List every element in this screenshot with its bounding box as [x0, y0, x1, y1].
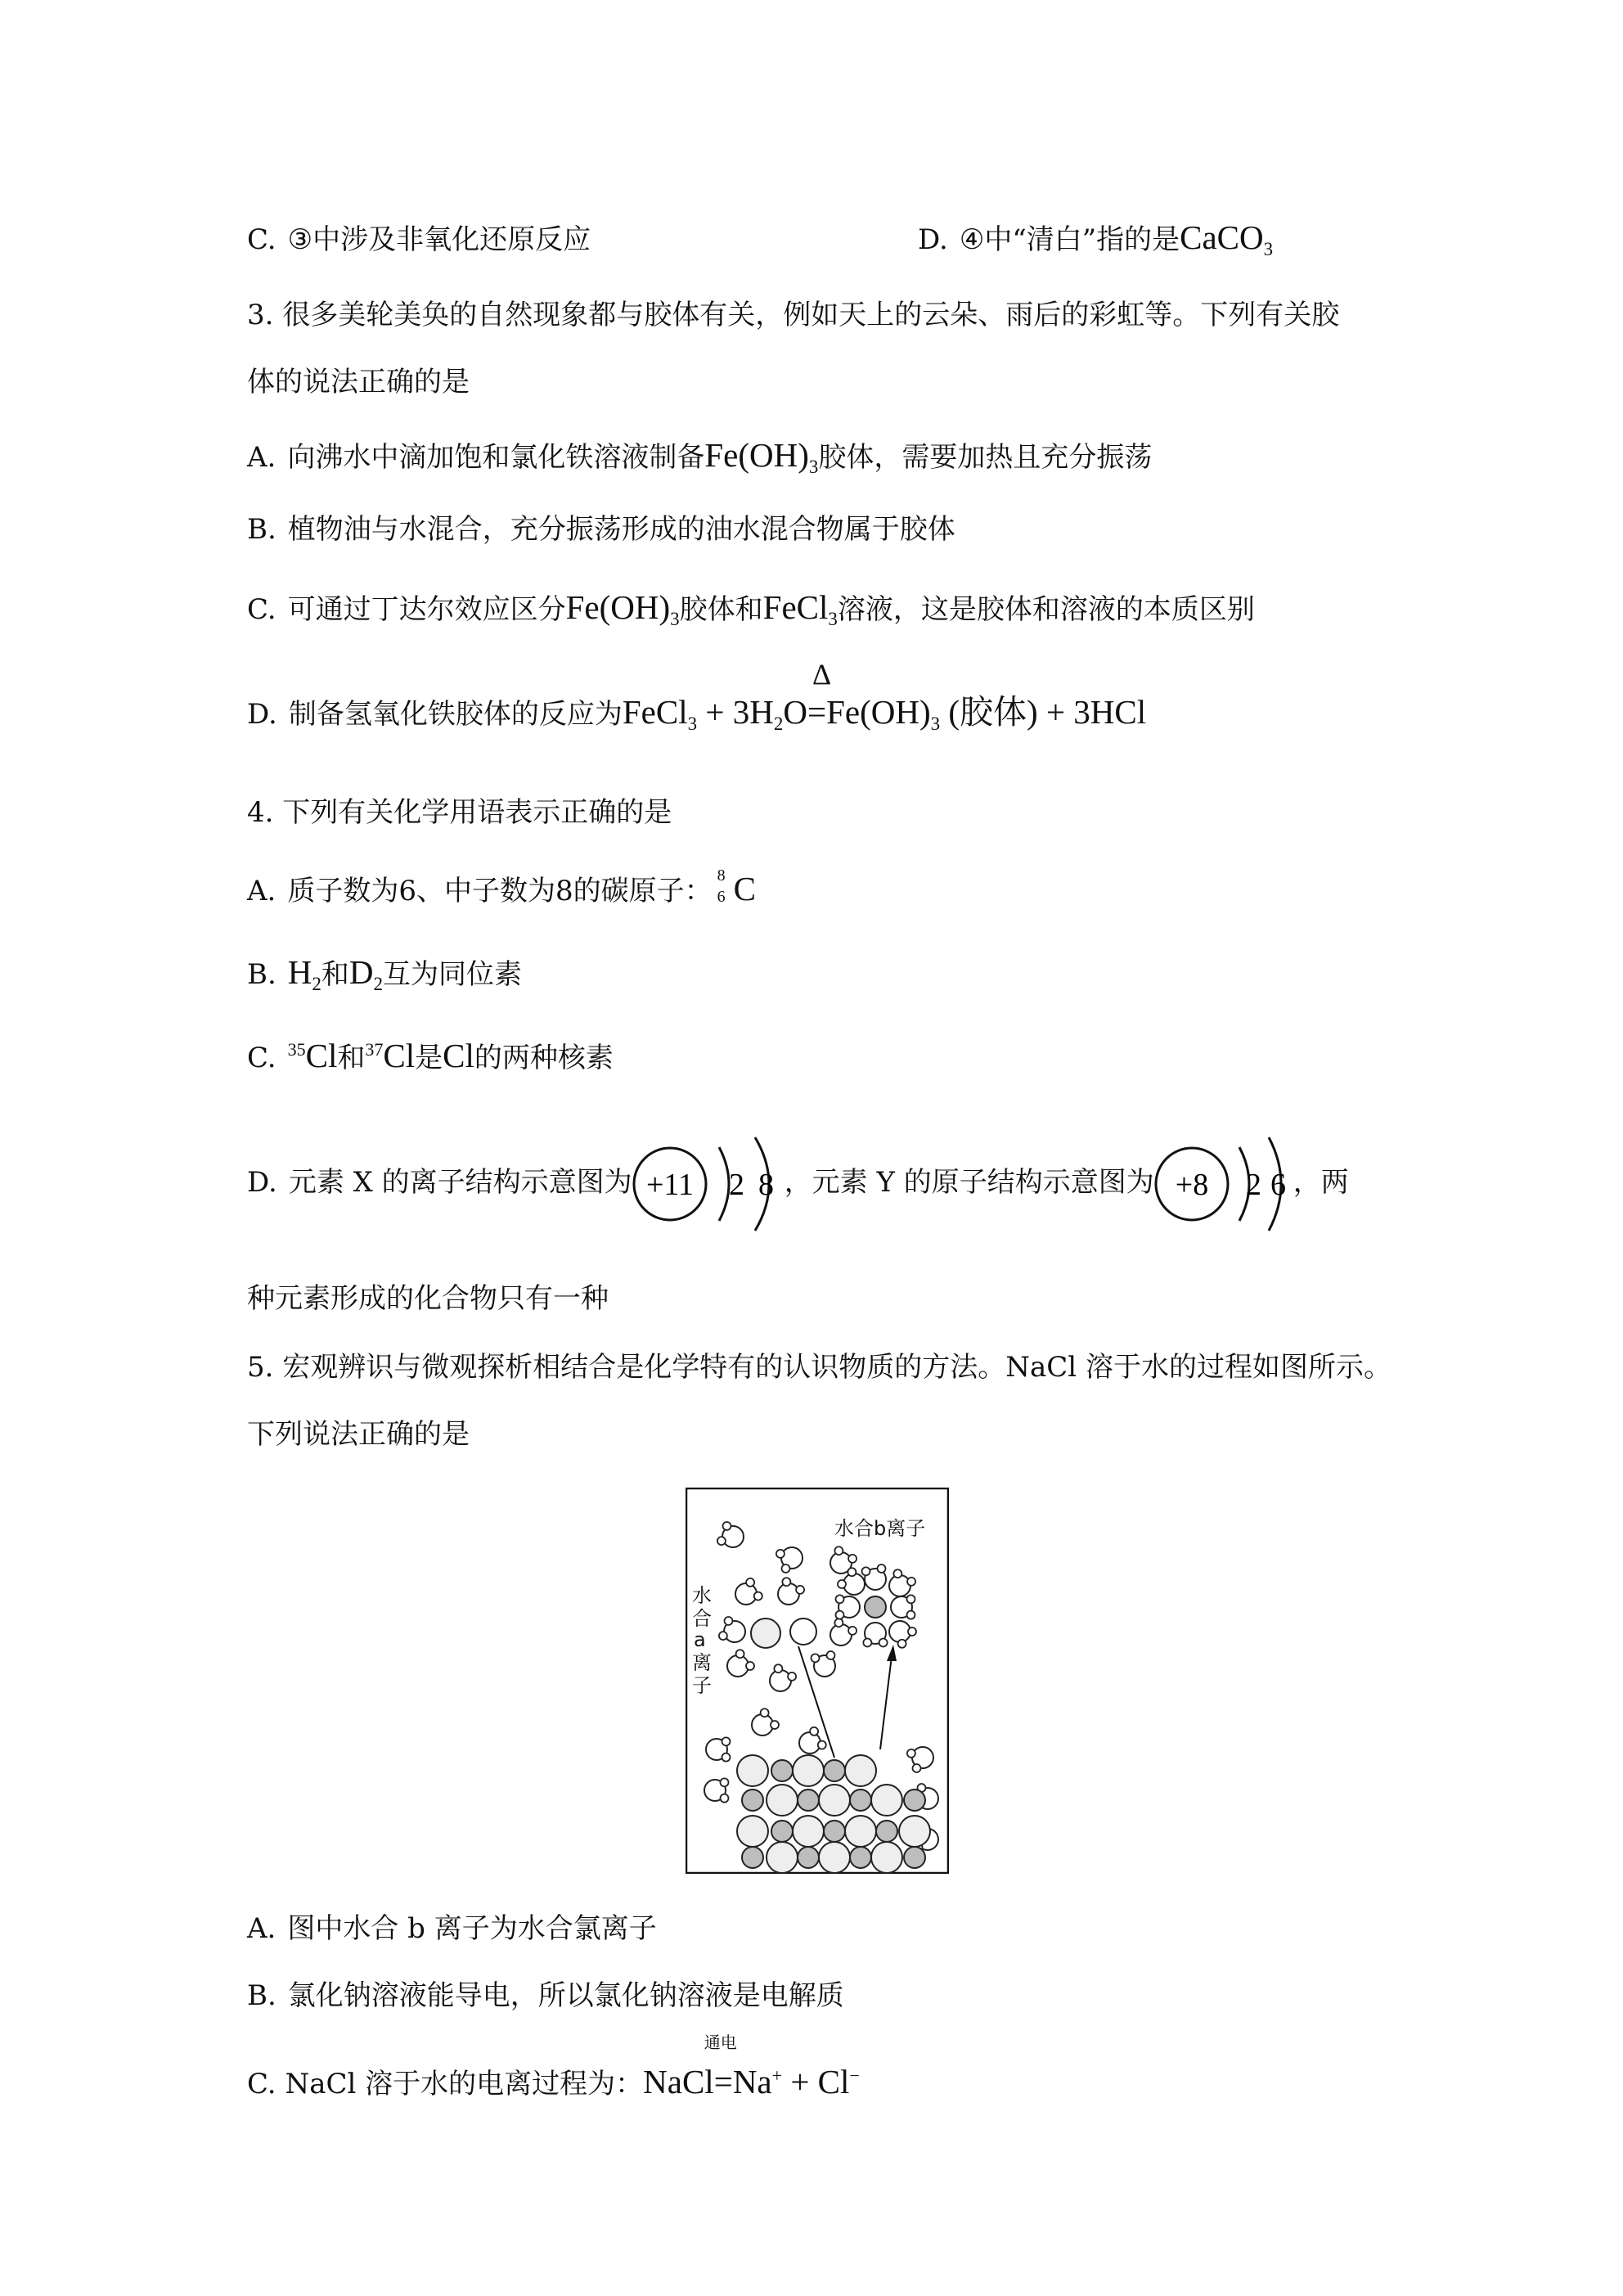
- heat-symbol: Δ: [812, 658, 832, 691]
- chloride-ion: [845, 1816, 876, 1847]
- hydrogen-atom: [796, 1586, 804, 1594]
- hydrogen-atom: [761, 1708, 769, 1717]
- sodium-ion: [798, 1790, 819, 1811]
- hydrogen-atom: [848, 1555, 856, 1563]
- sodium-ion: [904, 1847, 925, 1868]
- ion-x-structure-diagram: [632, 1123, 785, 1245]
- hydrogen-atom: [907, 1749, 915, 1758]
- oxygen-atom: [799, 1732, 820, 1754]
- sodium-ion: [742, 1790, 763, 1811]
- svg-text:2: 2: [1245, 1168, 1261, 1202]
- chloride-ion: [871, 1785, 902, 1816]
- q4-option-a: A. 质子数为6、中子数为8的碳原子： 8 6 C: [247, 867, 756, 907]
- hydrogen-atom: [879, 1638, 888, 1646]
- svg-text:8: 8: [758, 1168, 774, 1202]
- ion: [865, 1596, 886, 1618]
- q5-option-c: C. NaCl 溶于水的电离过程为：NaCl 通电 =Na+ + Cl−: [247, 2033, 860, 2100]
- hydrogen-atom: [723, 1522, 731, 1530]
- chloride-ion: [871, 1842, 902, 1873]
- chloride-ion: [819, 1785, 850, 1816]
- ion: [751, 1618, 780, 1648]
- hydrogen-atom: [838, 1580, 846, 1588]
- svg-text:6: 6: [1270, 1168, 1286, 1202]
- hydrogen-atom: [754, 1592, 762, 1600]
- figure-frame: [686, 1488, 948, 1873]
- hydrogen-atom: [862, 1567, 870, 1575]
- hydrogen-atom: [847, 1568, 856, 1576]
- water-molecule: [704, 1778, 728, 1802]
- hydrogen-atom: [834, 1546, 843, 1555]
- hydrogen-atom: [906, 1595, 915, 1603]
- hydrogen-atom: [898, 1640, 906, 1648]
- hydrogen-atom: [782, 1564, 790, 1573]
- hydrogen-atom: [836, 1611, 844, 1619]
- oxygen-atom: [889, 1575, 910, 1596]
- oxygen-atom: [778, 1583, 799, 1605]
- sodium-ion: [876, 1821, 897, 1842]
- hydrogen-atom: [722, 1754, 730, 1762]
- svg-text:子: 子: [692, 1674, 712, 1697]
- hydrogen-atom: [746, 1662, 754, 1670]
- hydrogen-atom: [836, 1595, 844, 1603]
- q2-option-c: C. ③中涉及非氧化还原反应: [247, 223, 591, 256]
- sodium-ion: [904, 1790, 925, 1811]
- hydrogen-atom: [913, 1764, 921, 1772]
- hydrogen-atom: [834, 1618, 843, 1627]
- hydrogen-atom: [719, 1632, 727, 1640]
- hydrogen-atom: [722, 1737, 730, 1745]
- ion: [790, 1618, 816, 1645]
- hydrogen-atom: [774, 1664, 782, 1672]
- hydrogen-atom: [788, 1672, 796, 1681]
- hydrogen-atom: [906, 1611, 915, 1619]
- chloride-ion: [793, 1755, 824, 1786]
- sodium-ion: [798, 1847, 819, 1868]
- hydrogen-atom: [776, 1550, 785, 1558]
- hydrogen-atom: [863, 1638, 871, 1646]
- chloride-ion: [845, 1755, 876, 1786]
- chloride-ion: [767, 1785, 798, 1816]
- q4-option-d: D. 元素 X 的离子结构示意图为 +11 2 8 ，元素 Y 的原子结构示意图为 +8 2 6 ，两: [247, 1123, 1349, 1245]
- svg-text:离: 离: [692, 1651, 712, 1674]
- sodium-ion: [824, 1760, 845, 1781]
- hydrogen-atom: [908, 1627, 916, 1636]
- sodium-ion: [771, 1760, 793, 1781]
- sodium-ion: [850, 1790, 871, 1811]
- svg-text:a: a: [694, 1628, 706, 1651]
- oxygen-atom: [752, 1714, 773, 1736]
- q4-option-d-cont: 种元素形成的化合物只有一种: [247, 1282, 609, 1315]
- hydrogen-atom: [736, 1650, 744, 1658]
- ionization-equation: NaCl 通电 =Na+ + Cl−: [643, 2033, 860, 2100]
- q3-option-c: C. 可通过丁达尔效应区分$Fe(OH)_3$胶体和FeCl$_3$溶液，这是胶体和溶液的本质区别: [247, 588, 1255, 629]
- water-molecule: [836, 1595, 860, 1618]
- hydrogen-atom: [810, 1727, 818, 1736]
- hydrogen-atom: [720, 1778, 728, 1786]
- water-molecule: [863, 1623, 887, 1646]
- q3-option-d: D. 制备氢氧化铁胶体的反应为FeCl$_3$ + $3H_2O$ Δ $=Fe(OH)_3$ (胶体) + 3HCl: [247, 658, 1147, 734]
- atom-y-structure-diagram: [1154, 1123, 1293, 1245]
- q5-option-a: A. 图中水合 b 离子为水合氯离子: [247, 1912, 657, 1945]
- hydrogen-atom: [725, 1617, 733, 1625]
- condition-label: 通电: [704, 2033, 737, 2052]
- chloride-ion: [899, 1816, 930, 1847]
- hydrogen-atom: [848, 1627, 856, 1635]
- q4-option-b: B. $H_2$和$D_2$互为同位素: [247, 953, 523, 994]
- q3-option-a: A. 向沸水中滴加饱和氯化铁溶液制备$Fe(OH)_3$胶体，需要加热且充分振荡: [247, 436, 1153, 477]
- oxygen-atom: [770, 1670, 791, 1691]
- sodium-ion: [824, 1821, 845, 1842]
- hydrogen-atom: [907, 1578, 915, 1586]
- svg-text:2: 2: [728, 1168, 744, 1202]
- q5-option-b: B. 氯化钠溶液能导电，所以氯化钠溶液是电解质: [247, 1979, 844, 2012]
- hydrogen-atom: [827, 1651, 835, 1659]
- q3-stem-cont: 体的说法正确的是: [247, 366, 470, 398]
- sodium-ion: [850, 1847, 871, 1868]
- oxygen-atom: [889, 1621, 910, 1642]
- svg-text:水: 水: [692, 1584, 712, 1607]
- q5-stem: 5. 宏观辨识与微观探析相结合是化学特有的认识物质的方法。NaCl 溶于水的过程如图所示。: [247, 1351, 1391, 1384]
- hydrogen-atom: [746, 1578, 754, 1587]
- chloride-ion: [737, 1755, 768, 1786]
- hydrogen-atom: [878, 1564, 886, 1573]
- oxygen-atom: [830, 1624, 852, 1645]
- hydrogen-atom: [720, 1794, 728, 1803]
- q4-stem: 4. 下列有关化学用语表示正确的是: [247, 796, 672, 829]
- hydrogen-atom: [818, 1741, 826, 1749]
- q4-option-c: C. $^{35}$Cl和$^{37}$Cl是Cl的两种核素: [247, 1037, 614, 1074]
- oxygen-atom: [735, 1583, 757, 1605]
- equation: FeCl$_3$ + $3H_2O$ Δ $=Fe(OH)_3$ (胶体) + 3HCl: [622, 658, 1147, 734]
- sodium-ion: [742, 1847, 763, 1868]
- svg-text:+8: +8: [1175, 1168, 1208, 1202]
- q3-option-b: B. 植物油与水混合，充分振荡形成的油水混合物属于胶体: [247, 513, 955, 546]
- hydrogen-atom: [812, 1654, 820, 1662]
- water-molecule: [706, 1737, 730, 1761]
- chloride-ion: [767, 1842, 798, 1873]
- chloride-ion: [793, 1816, 824, 1847]
- hydrogen-atom: [717, 1537, 726, 1545]
- hydrated-b-ion-label: 水合b离子: [834, 1517, 926, 1540]
- isotope-notation: 8 6: [717, 867, 726, 906]
- hydrogen-atom: [893, 1569, 901, 1578]
- chloride-ion: [737, 1816, 768, 1847]
- hydrogen-atom: [782, 1578, 790, 1586]
- hydrogen-atom: [771, 1721, 779, 1729]
- q5-stem-cont: 下列说法正确的是: [247, 1418, 470, 1451]
- chloride-ion: [819, 1842, 850, 1873]
- svg-text:合: 合: [692, 1607, 712, 1630]
- sodium-ion: [771, 1821, 793, 1842]
- water-molecule: [891, 1595, 915, 1618]
- nacl-dissolution-figure: [686, 1488, 949, 1874]
- q3-stem: 3. 很多美轮美奂的自然现象都与胶体有关，例如天上的云朵、雨后的彩虹等。下列有关胶: [247, 299, 1340, 331]
- q2-option-d: D. ④中“清白”指的是CaCO$_3$: [918, 218, 1274, 259]
- oxygen-atom: [843, 1573, 865, 1595]
- svg-text:+11: +11: [645, 1168, 694, 1202]
- oxygen-atom: [727, 1655, 749, 1677]
